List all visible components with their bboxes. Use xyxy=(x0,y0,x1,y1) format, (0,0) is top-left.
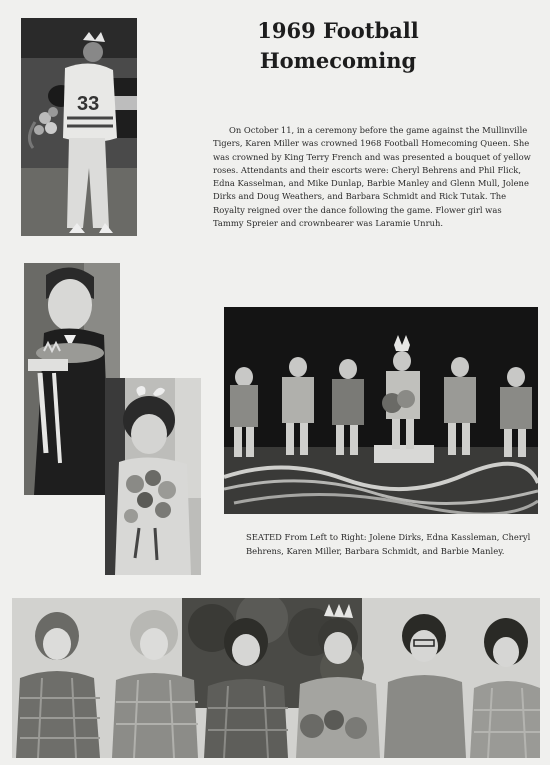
article-body: On October 11, in a ceremony before the game against the Mullinville Tigers, Karen Miller was crowned 1968 Football Homecoming Queen. She was crowned by King Terry French and was presented a bouquet of yellow roses. Attendants and their escorts were: Cheryl Behrens and Phil Flick, Edna Kasselman, and Mike Dunlap, Barbie Manley and Glenn Mull, Jolene Dirks and Doug Weathers, and Barbara Schmidt and Rick Tutak. The Royalty reigned over the dance following the game. Flower girl was Tammy Spreier and crownbearer was Laramie Unruh. xyxy=(213,125,531,228)
photo-player-and-queen xyxy=(21,18,137,236)
crown-icon xyxy=(324,604,353,618)
photo-group-portrait xyxy=(12,598,540,758)
title-line-1: 1969 Football xyxy=(257,18,419,43)
title-line-2: Homecoming xyxy=(259,48,417,73)
page-title xyxy=(228,16,448,76)
photo-seated-royalty xyxy=(224,307,538,514)
jersey-number: 33 xyxy=(77,93,100,115)
photo-flower-girl xyxy=(105,378,201,575)
photo-caption: SEATED From Left to Right: Jolene Dirks, Edna Kassleman, Cheryl Behrens, Karen Miller, Barbara Schmidt, and Barbie Manley. xyxy=(246,532,531,556)
